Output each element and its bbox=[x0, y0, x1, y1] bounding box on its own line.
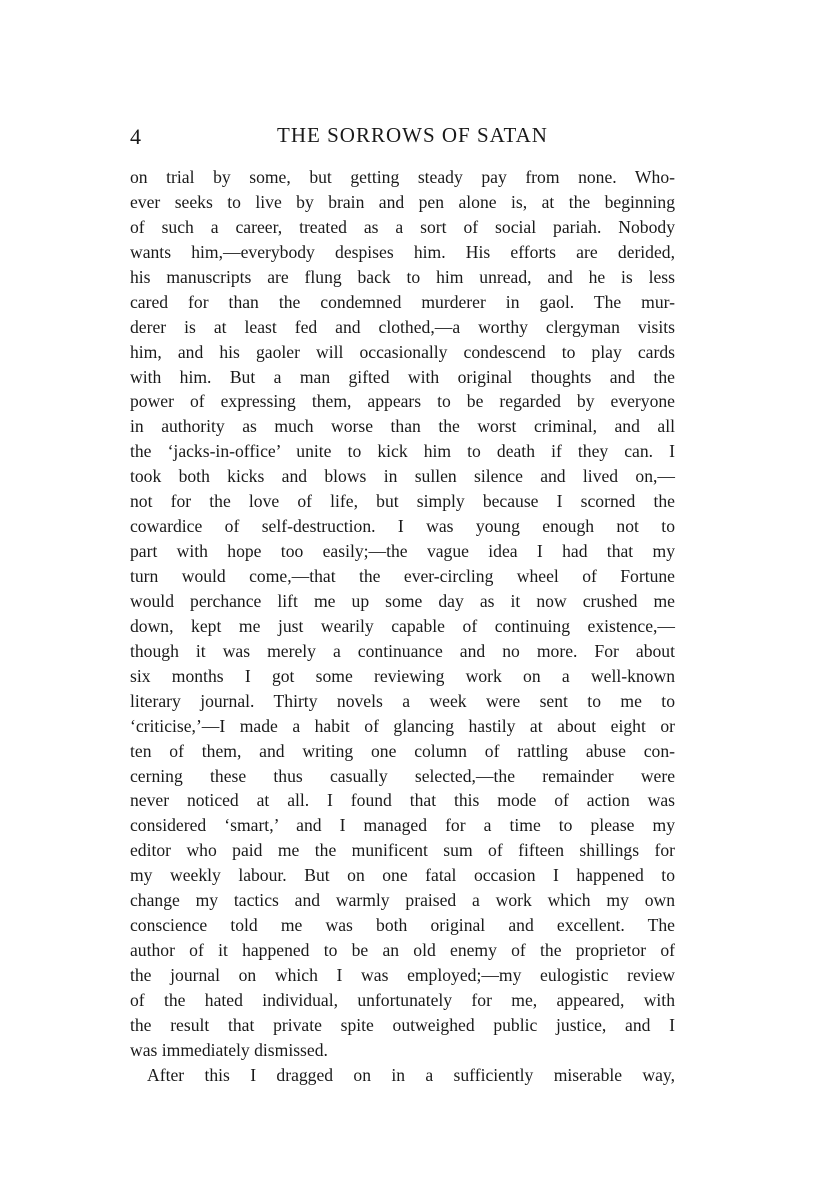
text-line: change my tactics and warmly praised a work which my own bbox=[130, 890, 675, 911]
text-line: turn would come,—that the ever-circling wheel of Fortune bbox=[130, 566, 675, 586]
text-line: with him. But a man gifted with original thoughts and the bbox=[130, 366, 675, 387]
text-line: power of expressing them, appears to be regarded by everyone bbox=[130, 391, 675, 412]
body-text bbox=[130, 165, 675, 1088]
text-line: on trial by some, but getting steady pay from none. Who- bbox=[130, 167, 675, 187]
page-number: 4 bbox=[130, 124, 141, 149]
text-line: his manuscripts are flung back to him unread, and he is less bbox=[130, 266, 675, 287]
text-line: not for the love of life, but simply because I scorned the bbox=[130, 491, 675, 512]
text-line: of such a career, treated as a sort of social pariah. Nobody bbox=[130, 216, 675, 237]
text-line: down, kept me just wearily capable of continuing existence,— bbox=[130, 615, 675, 636]
text-line: cared for than the condemned murderer in gaol. The mur- bbox=[130, 291, 675, 312]
text-line: literary journal. Thirty novels a week were sent to me to bbox=[130, 690, 675, 711]
text-line: him, and his gaoler will occasionally condescend to play cards bbox=[130, 341, 675, 362]
text-line: ten of them, and writing one column of rattling abuse con- bbox=[130, 740, 675, 761]
text-line: derer is at least fed and clothed,—a worthy clergyman visits bbox=[130, 316, 675, 337]
text-line: conscience told me was both original and excellent. The bbox=[130, 915, 675, 936]
text-line: part with hope too easily;—the vague idea I had that my bbox=[130, 541, 675, 562]
text-line: would perchance lift me up some day as it now crushed me bbox=[130, 590, 675, 611]
text-line: took both kicks and blows in sullen silence and lived on,— bbox=[130, 466, 675, 487]
paragraph-start-line: After this I dragged on in a sufficiently miserable way, bbox=[147, 1064, 675, 1085]
text-line: wants him,—everybody despises him. His efforts are derided, bbox=[130, 241, 675, 262]
text-line: considered ‘smart,’ and I managed for a time to please my bbox=[130, 815, 675, 836]
text-line: cerning these thus casually selected,—the remainder were bbox=[130, 765, 675, 786]
text-line: my weekly labour. But on one fatal occasion I happened to bbox=[130, 865, 675, 886]
page-header bbox=[130, 118, 675, 152]
text-line: editor who paid me the munificent sum of fifteen shillings for bbox=[130, 840, 675, 861]
paragraph-end-line: was immediately dismissed. bbox=[130, 1039, 328, 1060]
text-line: ever seeks to live by brain and pen alone is, at the beginning bbox=[130, 191, 675, 212]
text-line: of the hated individual, unfortunately for me, appeared, with bbox=[130, 989, 675, 1010]
text-line: never noticed at all. I found that this mode of action was bbox=[130, 790, 675, 811]
text-line: though it was merely a continuance and no more. For about bbox=[130, 640, 675, 661]
text-line: the ‘jacks-in-office’ unite to kick him to death if they can. I bbox=[130, 441, 675, 462]
text-line: cowardice of self-destruction. I was young enough not to bbox=[130, 516, 675, 537]
text-line: the result that private spite outweighed public justice, and I bbox=[130, 1014, 675, 1035]
text-line: the journal on which I was employed;—my eulogistic review bbox=[130, 965, 675, 985]
text-line: author of it happened to be an old enemy of the proprietor of bbox=[130, 940, 675, 961]
text-line: six months I got some reviewing work on a well-known bbox=[130, 665, 675, 686]
text-line: in authority as much worse than the worst criminal, and all bbox=[130, 416, 675, 437]
running-title: THE SORROWS OF SATAN bbox=[277, 123, 548, 147]
text-line: ‘criticise,’—I made a habit of glancing hastily at about eight or bbox=[130, 715, 675, 736]
